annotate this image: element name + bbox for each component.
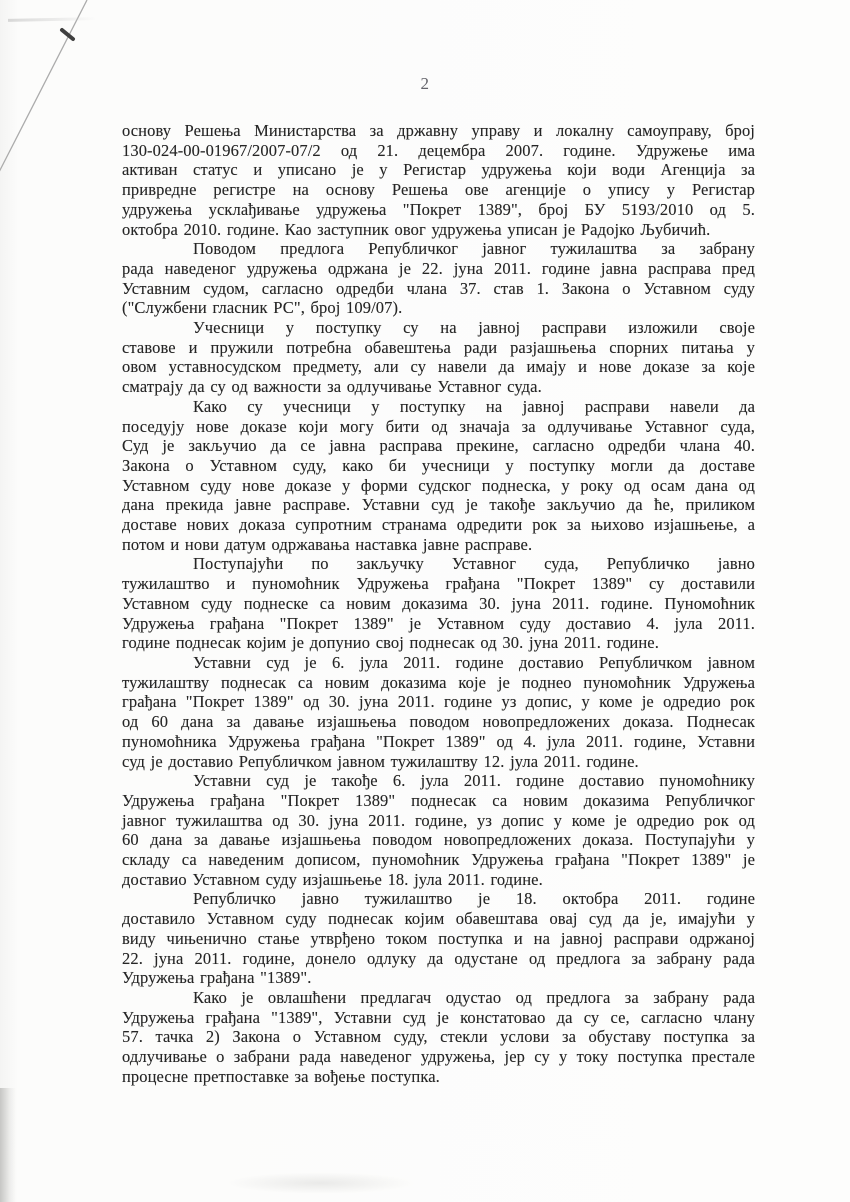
page-number: 2: [420, 74, 430, 93]
text-line-p6-l3: грађана "Покрет 1389" од 30. јуна 2011. године уз допис, у коме је одредио рок: [122, 692, 755, 712]
text-line-p5-l1: Поступајући по закључку Уставног суда, Републичко јавно: [193, 554, 755, 574]
text-line-p7-l3: јавног тужилаштва од 30. јуна 2011. године, уз допис у коме је одредио рок од: [122, 810, 755, 830]
text-line-p7-l4: 60 дана за давање изјашњења поводом новопредложених доказа. Поступајући у: [122, 830, 755, 850]
text-line-p1-l6: октобра 2010. године. Као заступник овог удружења уписан је Радојко Љубичић.: [122, 219, 711, 239]
text-line-p5-l3: Уставном суду поднеске са новим доказима 30. јуна 2011. године. Пуномоћник: [122, 593, 755, 613]
text-line-p8-l3: виду чињенично стање утврђено током поступка и на јавној расправи одржаној: [122, 928, 755, 948]
text-line-p4-l7: доставе нових доказа супротним странама одредити рок за њихово изјашњење, а: [122, 515, 755, 535]
scan-edge-shadow: [0, 1088, 16, 1202]
text-line-p4-l5: Уставном суду нове доказе у форми судског поднеска, у року од осам дана од: [122, 475, 755, 495]
text-line-p3-l2: ставове и пружили потребна обавештења ради разјашњења спорних питања у: [122, 337, 755, 357]
text-line-p7-l6: доставио Уставном суду изјашњење 18. јула 2011. године.: [122, 869, 543, 889]
text-line-p3-l1: Учесници у поступку су на јавној расправи изложили своје: [193, 318, 755, 338]
text-line-p2-l1: Поводом предлога Републичког јавног тужилаштва за забрану: [193, 239, 755, 259]
text-line-p3-l4: сматрају да су од важности за одлучивање Уставног суда.: [122, 377, 542, 397]
text-line-p4-l2: поседују нове доказе који могу бити од значаја за одлучивање Уставног суда,: [122, 416, 755, 436]
text-line-p9-l5: процесне претпоставке за вођење поступка.: [122, 1066, 440, 1086]
text-line-p9-l1: Како је овлашћени предлагач одустао од предлога за забрану рада: [193, 987, 755, 1007]
text-line-p2-l4: ("Службени гласник РС", број 109/07).: [122, 298, 403, 318]
text-line-p5-l4: Удружења грађана "Покрет 1389" је Уставном суду доставио 4. јула 2011.: [122, 613, 755, 633]
scan-crease-artifact: [0, 0, 120, 190]
text-line-p4-l4: Закона о Уставном суду, како би учесници у поступку могли да доставе: [122, 455, 755, 475]
text-line-p6-l1: Уставни суд је 6. јула 2011. године доставио Републичком јавном: [193, 652, 755, 672]
text-line-p8-l2: доставило Уставном суду поднесак којим обавештава овај суд да је, имајући у: [122, 909, 755, 929]
text-line-p4-l1: Како су учесници у поступку на јавној расправи навели да: [193, 396, 755, 416]
text-line-p2-l2: рада наведеног удружења одржана је 22. јуна 2011. године јавна расправа пред: [122, 258, 755, 278]
text-line-p8-l5: Удружења грађана "1389".: [122, 968, 312, 988]
text-line-p6-l5: пуномоћника Удружења грађана "Покрет 1389" од 4. јула 2011. године, Уставни: [122, 731, 755, 751]
text-line-p4-l8: потом и нови датум одржавања наставка јавне расправе.: [122, 534, 533, 554]
text-line-p4-l3: Суд је закључио да се јавна расправа прекине, сагласно одредби члана 40.: [122, 436, 755, 456]
text-line-p6-l4: од 60 дана за давање изјашњења поводом новопредложених доказа. Поднесак: [122, 712, 755, 732]
text-line-p7-l2: Удружења грађана "Покрет 1389" поднесак са новим доказима Републичког: [122, 790, 755, 810]
text-line-p6-l6: суд је доставио Републичком јавном тужилаштву 12. јула 2011. године.: [122, 751, 639, 771]
text-line-p5-l5: године поднесак којим је допунио свој поднесак од 30. јуна 2011. године.: [122, 633, 659, 653]
text-line-p1-l1: основу Решења Министарства за државну управу и локалну самоуправу, број: [122, 121, 755, 140]
scan-smudge-bottom: [225, 1172, 415, 1194]
text-line-p8-l1: Републичко јавно тужилаштво је 18. октобра 2011. године: [193, 889, 755, 909]
text-line-p9-l4: одлучивање о забрани рада наведеног удружења, јер су у току поступка престале: [122, 1047, 755, 1067]
text-line-p1-l2: 130-024-00-01967/2007-07/2 од 21. децембра 2007. године. Удружење има: [122, 140, 755, 160]
text-line-p9-l2: Удружења грађана "1389", Уставни суд је констатовао да су се, сагласно члану: [122, 1007, 755, 1027]
text-line-p2-l3: Уставним судом, сагласно одредби члана 37. став 1. Закона о Уставном суду: [122, 278, 755, 298]
text-line-p1-l5: удружења усклађивање удружења "Покрет 1389", број БУ 5193/2010 од 5.: [122, 199, 755, 219]
text-line-p3-l3: овом уставносудском предмету, али су навели да имају и нове доказе за које: [122, 357, 755, 377]
text-line-p7-l5: складу са наведеним дописом, пуномоћник Удружења грађана "Покрет 1389" је: [122, 850, 755, 870]
text-line-p9-l3: 57. тачка 2) Закона о Уставном суду, стекли услови за обуставу поступка за: [122, 1027, 755, 1047]
pen-mark: [62, 30, 73, 39]
text-line-p1-l4: привредне регистре на основу Решења ове агенције о упису у Регистар: [122, 180, 755, 200]
text-line-p8-l4: 22. јуна 2011. године, донело одлуку да одустане од предлога за забрану рада: [122, 948, 755, 968]
document-body-text: [122, 121, 755, 1086]
scan-smudge-top: [8, 17, 96, 22]
text-line-p7-l1: Уставни суд је такође 6. јула 2011. године доставио пуномоћнику: [193, 771, 755, 791]
text-line-p1-l3: активан статус и уписано је у Регистар удружења који води Агенција за: [122, 160, 755, 180]
text-line-p6-l2: тужилаштву поднесак са новим доказима које је поднео пуномоћник Удружења: [122, 672, 755, 692]
text-line-p4-l6: дана прекида јавне расправе. Уставни суд је такође закључио да ће, приликом: [122, 495, 755, 515]
text-line-p5-l2: тужилаштво и пуномоћник Удружења грађана "Покрет 1389" су доставили: [122, 574, 755, 594]
